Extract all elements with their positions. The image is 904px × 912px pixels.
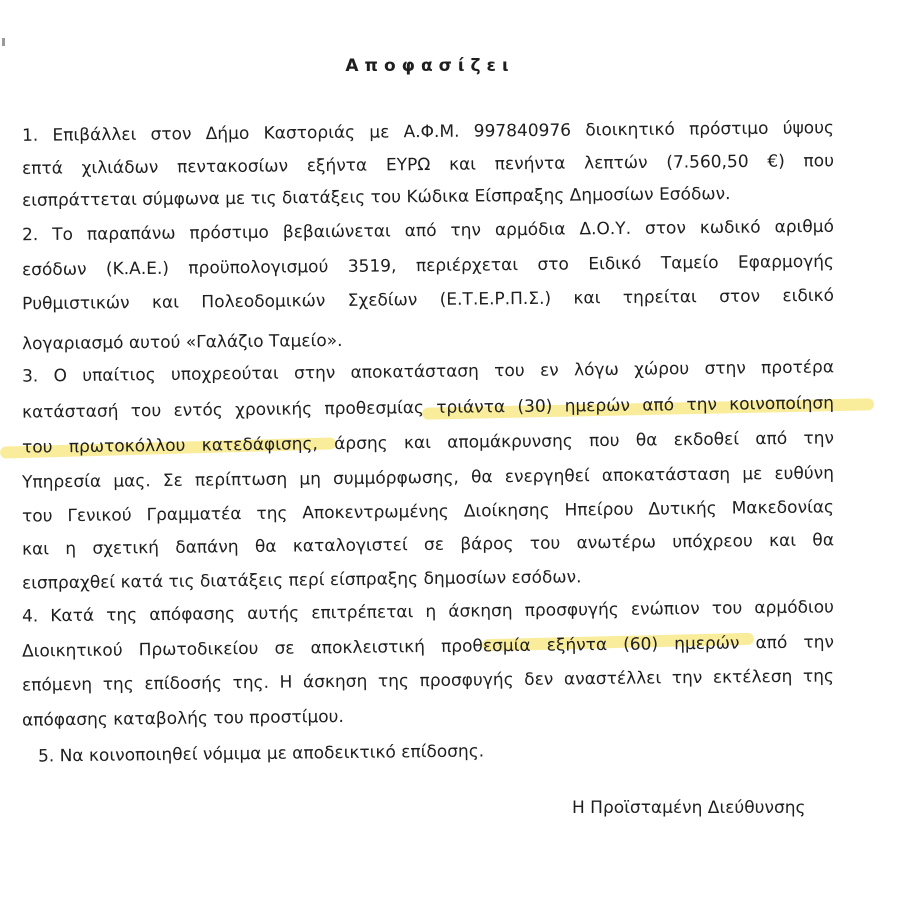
- paragraph-line: εσόδων (Κ.Α.Ε.) προϋπολογισμού 3519, περιέρχεται στο Ειδικό Ταμείο Εφαρμογής: [21, 251, 835, 281]
- paragraph-line: Διοικητικού Πρωτοδικείου σε αποκλειστική προθεσμία εξήντα (60) ημερών από την: [21, 632, 835, 662]
- paragraph-line: επτά χιλιάδων πεντακοσίων εξήντα ΕΥΡΩ και πενήντα λεπτών (7.560,50 €) που: [21, 151, 835, 179]
- paragraph-line: και η σχετική δαπάνη θα καταλογιστεί σε βάρος του ανωτέρω υπόχρεου και θα: [21, 530, 835, 560]
- paragraph-line: του πρωτοκόλλου κατεδάφισης, άρσης και απομάκρυνσης που θα εκδοθεί από την: [21, 428, 835, 458]
- paragraph-line: 1. Επιβάλλει στον Δήμο Καστοριάς με Α.Φ.Μ. 997840976 διοικητικό πρόστιμο ύψους: [21, 118, 835, 146]
- paragraph-line: εισπράττεται σύμφωνα με τις διατάξεις του Κώδικα Είσπραξης Δημοσίων Εσόδων.: [21, 184, 731, 211]
- paragraph-line: εισπραχθεί κατά τις διατάξεις περί είσπραξης δημοσίων εσόδων.: [21, 567, 582, 594]
- paragraph-line: απόφασης καταβολής του προστίμου.: [21, 706, 344, 731]
- paragraph-line: λογαριασμό αυτού «Γαλάζιο Ταμείο».: [21, 330, 343, 355]
- signature-title: Η Προϊσταμένη Διεύθυνσης: [572, 798, 806, 818]
- paragraph-line: 3. Ο υπαίτιος υποχρεούται στην αποκατάσταση του εν λόγω χώρου στην προτέρα: [21, 357, 835, 387]
- scan-speck: [2, 38, 5, 46]
- paragraph-line: 5. Να κοινοποιηθεί νόμιμα με αποδεικτικό επίδοσης.: [37, 741, 485, 767]
- decision-heading: Αποφασίζει: [345, 56, 515, 76]
- paragraph-line: κατάστασή του εντός χρονικής προθεσμίας τριάντα (30) ημερών από την κοινοποίηση: [21, 393, 835, 423]
- paragraph-line: 4. Κατά της απόφασης αυτής επιτρέπεται η άσκηση προσφυγής ενώπιον του αρμόδιου: [21, 597, 835, 627]
- paragraph-line: Ρυθμιστικών και Πολεοδομικών Σχεδίων (Ε.Τ.Ε.Ρ.Π.Σ.) και τηρείται στον ειδικό: [21, 285, 835, 315]
- paragraph-line: Υπηρεσία μας. Σε περίπτωση μη συμμόρφωσης, θα ενεργηθεί αποκατάσταση με ευθύνη: [21, 463, 835, 493]
- paragraph-line: επόμενη της επίδοσής της. Η άσκηση της προσφυγής δεν αναστέλλει την εκτέλεση της: [21, 666, 835, 696]
- paragraph-line: του Γενικού Γραμματέα της Αποκεντρωμένης Διοίκησης Ηπείρου Δυτικής Μακεδονίας: [21, 497, 835, 527]
- paragraph-line: 2. Το παραπάνω πρόστιμο βεβαιώνεται από την αρμόδια Δ.Ο.Υ. στον κωδικό αριθμό: [21, 216, 835, 246]
